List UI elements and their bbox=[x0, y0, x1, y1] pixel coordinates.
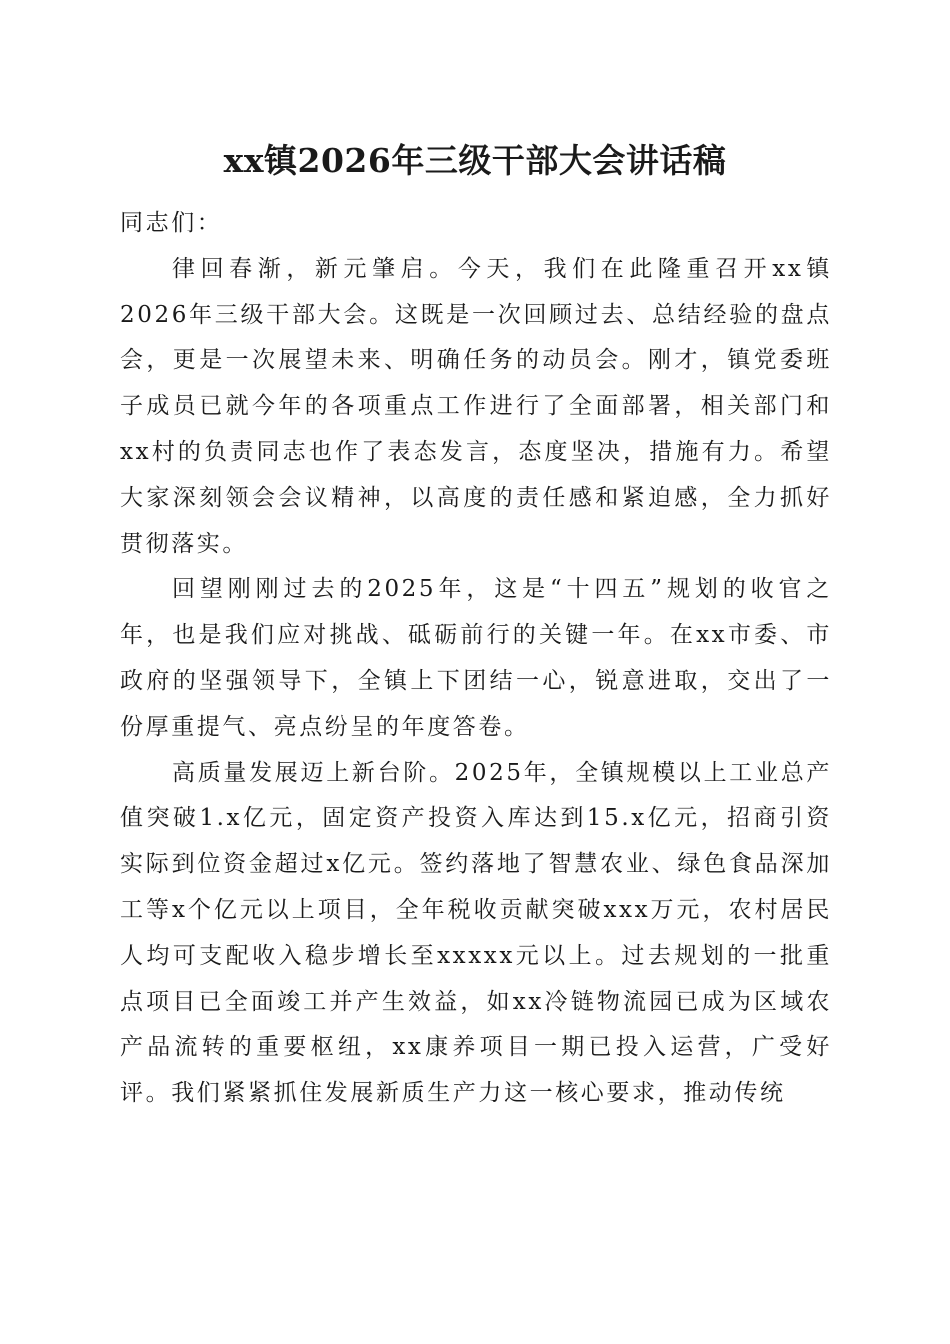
salutation: 同志们： bbox=[120, 210, 223, 236]
document-body bbox=[120, 201, 832, 1117]
paragraph-development: 高质量发展迈上新台阶。2025年，全镇规模以上工业总产值突破1.x亿元，固定资产投资入库达到15.x亿元，招商引资实际到位资金超过x亿元。签约落地了智慧农业、绿色食品深加工等x个亿元以上项目，全年税收贡献突破xxx万元，农村居民人均可支配收入稳步增长至xxxxx元以上。过去规划的一批重点项目已全面竣工并产生效益，如xx冷链物流园已成为区域农产品流转的重要枢纽，xx康养项目一期已投入运营，广受好评。我们紧紧抓住发展新质生产力这一核心要求，推动传统 bbox=[120, 759, 832, 1107]
paragraph-review: 回望刚刚过去的2025年，这是“十四五”规划的收官之年，也是我们应对挑战、砥砺前行的关键一年。在xx市委、市政府的坚强领导下，全镇上下团结一心，锐意进取，交出了一份厚重提气、亮点纷呈的年度答卷。 bbox=[120, 576, 832, 740]
paragraph-opening: 律回春渐，新元肇启。今天，我们在此隆重召开xx镇2026年三级干部大会。这既是一次回顾过去、总结经验的盘点会，更是一次展望未来、明确任务的动员会。刚才，镇党委班子成员已就今年的各项重点工作进行了全面部署，相关部门和xx村的负责同志也作了表态发言，态度坚决，措施有力。希望大家深刻领会会议精神，以高度的责任感和紧迫感，全力抓好贯彻落实。 bbox=[120, 255, 832, 557]
document-title: xx镇2026年三级干部大会讲话稿 bbox=[223, 141, 727, 180]
